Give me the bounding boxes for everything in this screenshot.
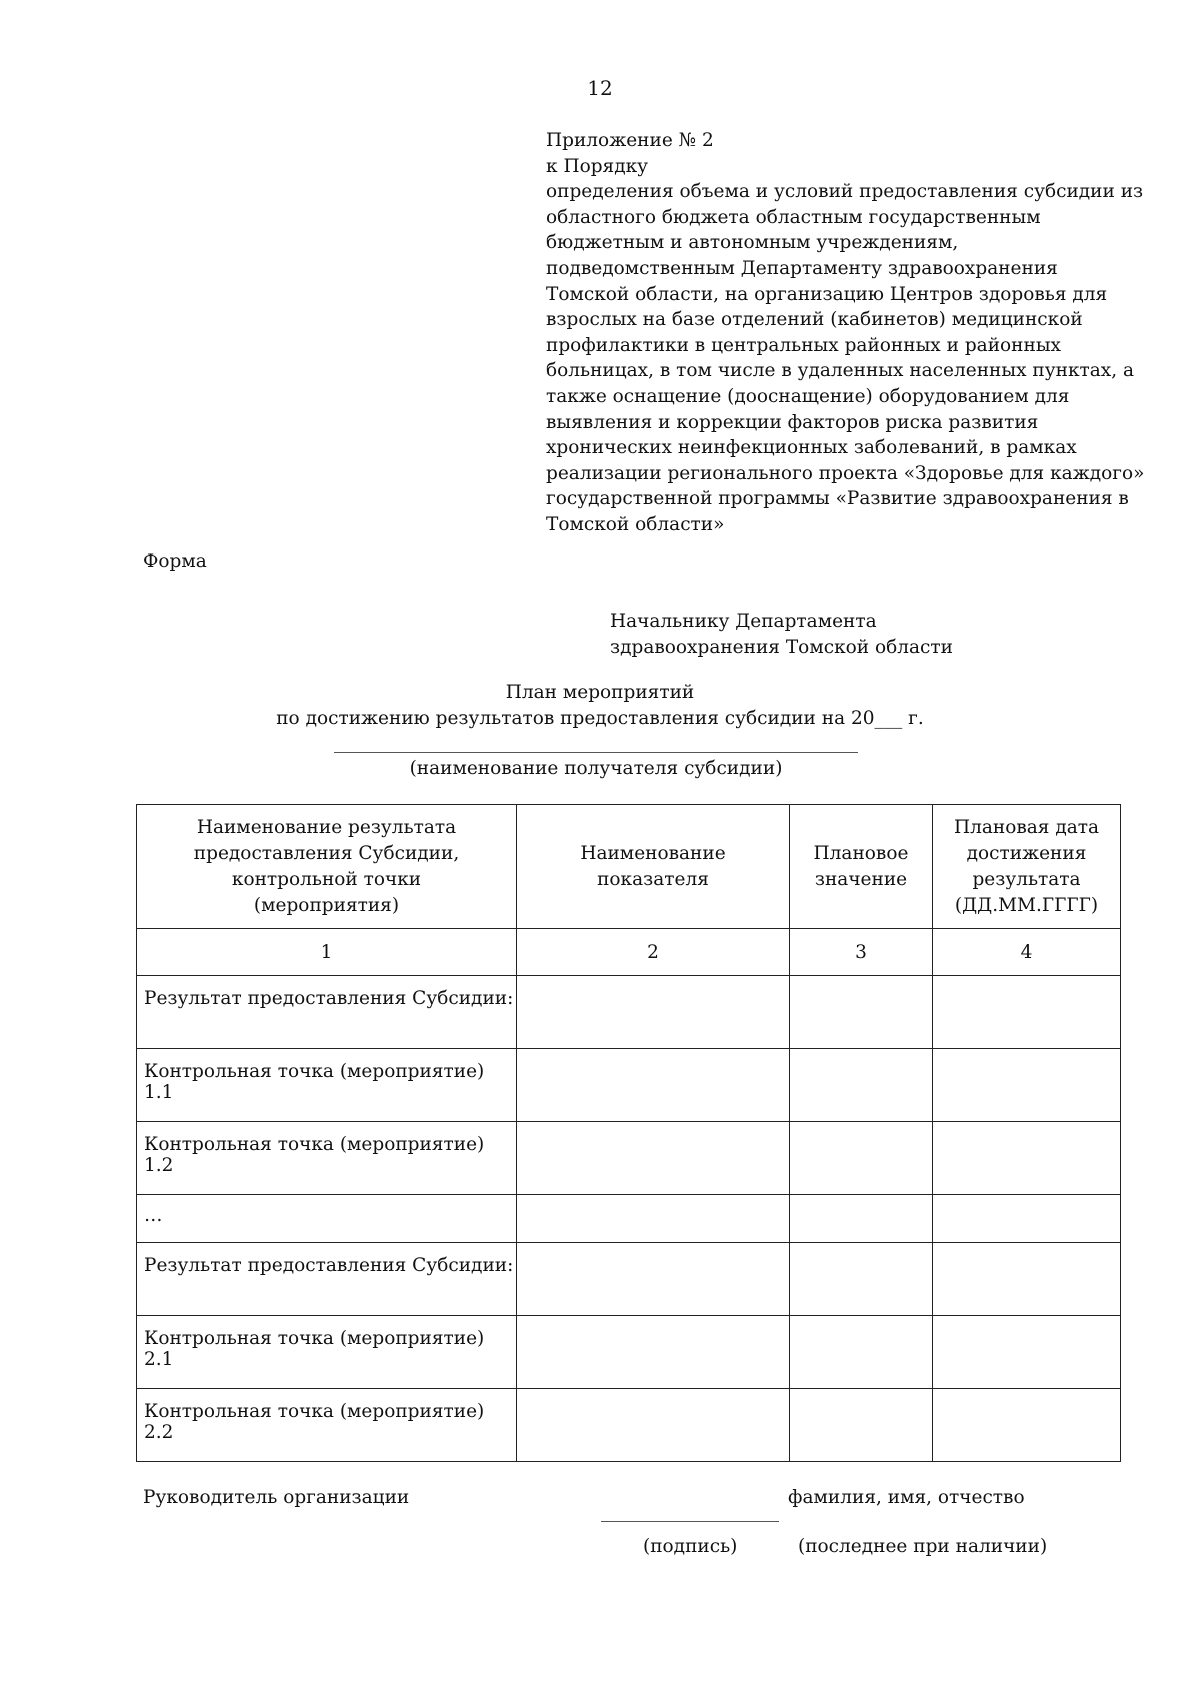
full-name-label: фамилия, имя, отчество (788, 1487, 1025, 1508)
signature-line (601, 1521, 779, 1522)
plan-heading (0, 680, 1200, 732)
cell-planned-date[interactable] (933, 1049, 1121, 1122)
table-row (137, 1243, 1121, 1316)
cell-indicator[interactable] (517, 1049, 790, 1122)
appendix-header (546, 128, 1146, 538)
column-number: 3 (790, 929, 933, 976)
appendix-line: выявления и коррекции факторов риска развития (546, 411, 1039, 433)
table-row (137, 1122, 1121, 1195)
appendix-line: к Порядку (546, 155, 649, 177)
table-row (137, 1389, 1121, 1462)
cell-planned-date[interactable] (933, 1195, 1121, 1243)
appendix-line: бюджетным и автономным учреждениям, (546, 232, 959, 254)
table-row (137, 1316, 1121, 1389)
table-header-row (137, 805, 1121, 929)
plan-table (136, 804, 1121, 1462)
table-row (137, 1195, 1121, 1243)
appendix-line: подведомственным Департаменту здравоохранения (546, 257, 1058, 279)
cell-indicator[interactable] (517, 1122, 790, 1195)
row-label: Результат предоставления Субсидии: (137, 976, 517, 1049)
cell-indicator[interactable] (517, 1243, 790, 1316)
patronymic-caption: (последнее при наличии) (798, 1536, 1048, 1557)
cell-indicator[interactable] (517, 1316, 790, 1389)
cell-planned-value[interactable] (790, 1316, 933, 1389)
cell-indicator[interactable] (517, 1389, 790, 1462)
cell-planned-value[interactable] (790, 1195, 933, 1243)
cell-indicator[interactable] (517, 1195, 790, 1243)
appendix-line: Приложение № 2 (546, 130, 714, 151)
recipient-name-line (334, 752, 858, 753)
cell-planned-value[interactable] (790, 1243, 933, 1316)
head-of-organization-label: Руководитель организации (143, 1487, 410, 1508)
header-result-name: Наименование результата предоставления Субсидии, контрольной точки (мероприятия) (137, 805, 517, 929)
appendix-line: Томской области» (546, 513, 725, 535)
cell-planned-date[interactable] (933, 1243, 1121, 1316)
cell-planned-date[interactable] (933, 1389, 1121, 1462)
column-number-row (137, 929, 1121, 976)
addressee-line: Начальнику Департамента (610, 611, 877, 632)
cell-planned-value[interactable] (790, 1389, 933, 1462)
appendix-line: областного бюджета областным государственным (546, 206, 1041, 228)
table-row (137, 1049, 1121, 1122)
cell-planned-value[interactable] (790, 1049, 933, 1122)
addressee-block (610, 609, 953, 661)
appendix-line: реализации регионального проекта «Здоровье для каждого» (546, 462, 1145, 484)
header-planned-value: Плановое значение (790, 805, 933, 929)
appendix-line: также оснащение (дооснащение) оборудованием для (546, 385, 1070, 407)
row-label: Контрольная точка (мероприятие) 2.2 (137, 1389, 517, 1462)
plan-subtitle: по достижению результатов предоставления субсидии на 20___ г. (276, 708, 924, 729)
cell-planned-value[interactable] (790, 1122, 933, 1195)
row-label: Контрольная точка (мероприятие) 1.2 (137, 1122, 517, 1195)
row-label: Результат предоставления Субсидии: (137, 1243, 517, 1316)
recipient-caption: (наименование получателя субсидии) (409, 758, 783, 779)
table-row (137, 976, 1121, 1049)
cell-planned-value[interactable] (790, 976, 933, 1049)
appendix-line: государственной программы «Развитие здравоохранения в (546, 488, 1129, 510)
cell-indicator[interactable] (517, 976, 790, 1049)
appendix-line: определения объема и условий предоставления субсидии из (546, 181, 1144, 203)
header-planned-date: Плановая дата достижения результата (ДД.ММ.ГГГГ) (933, 805, 1121, 929)
addressee-line: здравоохранения Томской области (610, 637, 953, 658)
signature-caption: (подпись) (643, 1536, 738, 1557)
column-number: 4 (933, 929, 1121, 976)
cell-planned-date[interactable] (933, 1122, 1121, 1195)
form-label: Форма (143, 551, 207, 572)
column-number: 1 (137, 929, 517, 976)
cell-planned-date[interactable] (933, 1316, 1121, 1389)
appendix-line: взрослых на базе отделений (кабинетов) медицинской (546, 309, 1083, 331)
row-label: Контрольная точка (мероприятие) 2.1 (137, 1316, 517, 1389)
appendix-line: профилактики в центральных районных и районных (546, 334, 1061, 356)
page-number: 12 (587, 76, 613, 100)
header-indicator-name: Наименование показателя (517, 805, 790, 929)
appendix-line: Томской области, на организацию Центров здоровья для (546, 283, 1108, 305)
cell-planned-date[interactable] (933, 976, 1121, 1049)
row-label: Контрольная точка (мероприятие) 1.1 (137, 1049, 517, 1122)
plan-title: План мероприятий (505, 682, 695, 703)
appendix-line: хронических неинфекционных заболеваний, в рамках (546, 437, 1077, 459)
appendix-line: больницах, в том числе в удаленных населенных пунктах, а (546, 360, 1134, 382)
column-number: 2 (517, 929, 790, 976)
row-label: … (137, 1195, 517, 1243)
